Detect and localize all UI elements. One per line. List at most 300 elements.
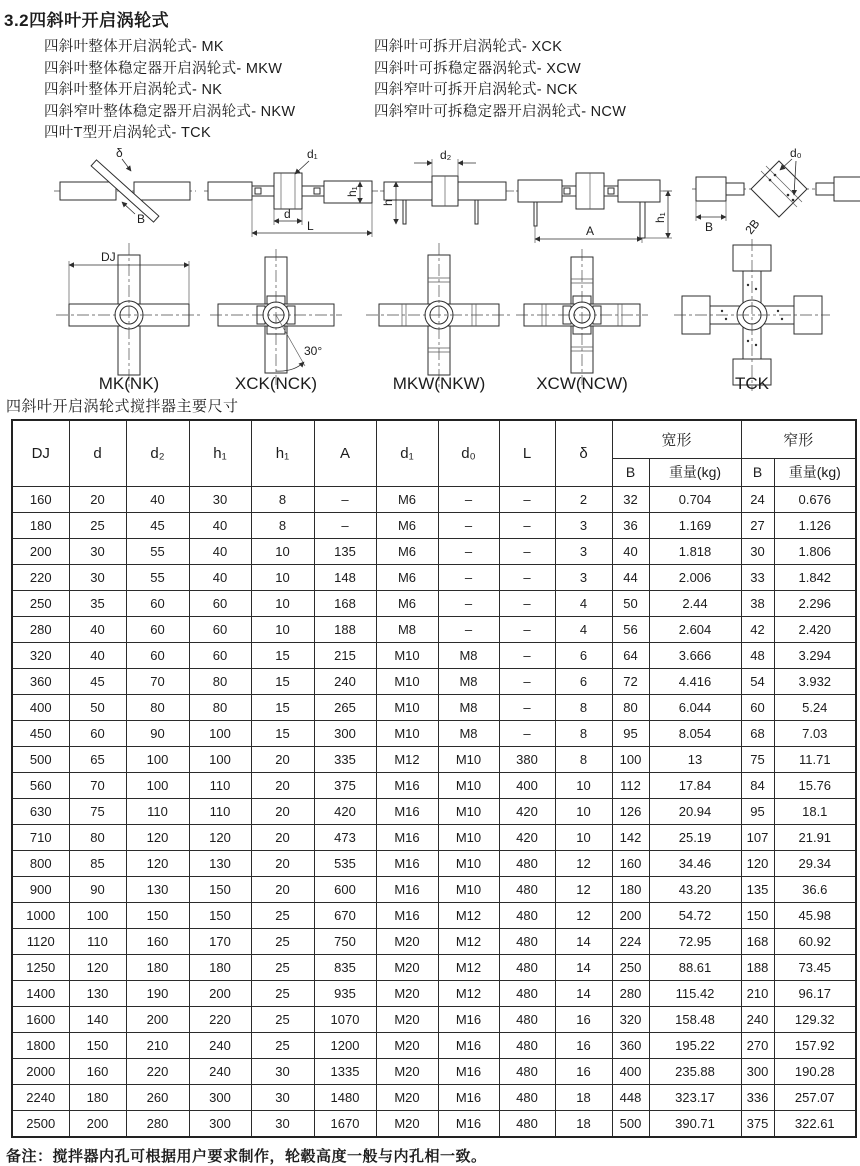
figure-label-mkw: MKW(NKW) — [392, 373, 486, 393]
table-cell: – — [499, 564, 555, 590]
table-cell: 215 — [314, 642, 376, 668]
dimensions-table — [11, 419, 857, 1138]
table-cell: 100 — [126, 772, 189, 798]
table-cell: 200 — [612, 902, 649, 928]
table-cell: 34.46 — [649, 850, 741, 876]
table-cell: 20.94 — [649, 798, 741, 824]
table-caption: 四斜叶开启涡轮式搅拌器主要尺寸 — [6, 397, 239, 415]
table-cell: 150 — [741, 902, 774, 928]
variant-item: 四斜窄叶可拆开启涡轮式- NCK — [374, 82, 578, 98]
table-cell: 375 — [314, 772, 376, 798]
table-cell: 140 — [69, 1006, 126, 1032]
table-cell: – — [499, 590, 555, 616]
table-cell: 60 — [69, 720, 126, 746]
table-cell: – — [438, 512, 499, 538]
table-cell: 450 — [12, 720, 69, 746]
variant-item: 四斜叶整体稳定器开启涡轮式- MKW — [44, 60, 283, 77]
table-cell: 240 — [741, 1006, 774, 1032]
table-cell: 115.42 — [649, 980, 741, 1006]
table-cell: 2500 — [12, 1110, 69, 1137]
table-cell: 220 — [12, 564, 69, 590]
footnote: 备注：搅拌器内孔可根据用户要求制作，轮毂高度一般与内孔相一致。 — [6, 1147, 487, 1165]
table-cell: 195.22 — [649, 1032, 741, 1058]
table-cell: 480 — [499, 850, 555, 876]
table-cell: 60 — [126, 616, 189, 642]
table-row — [12, 538, 856, 564]
table-cell: 480 — [499, 876, 555, 902]
col-header-h1a: h₁ — [189, 420, 251, 487]
table-cell: 180 — [12, 512, 69, 538]
table-cell: 1250 — [12, 954, 69, 980]
variant-item: 四斜窄叶整体稳定器开启涡轮式- NKW — [44, 103, 296, 120]
table-cell: M20 — [376, 928, 438, 954]
table-cell: M20 — [376, 1006, 438, 1032]
table-cell: M8 — [438, 642, 499, 668]
table-cell: 110 — [189, 798, 251, 824]
table-cell: M6 — [376, 512, 438, 538]
table-cell: 130 — [189, 850, 251, 876]
table-cell: 2 — [555, 486, 612, 512]
table-cell: 240 — [189, 1032, 251, 1058]
table-row — [12, 798, 856, 824]
table-cell: 30 — [251, 1084, 314, 1110]
table-cell: M20 — [376, 1032, 438, 1058]
sub-header-wide-b: B — [612, 458, 649, 486]
table-cell: 8 — [555, 694, 612, 720]
table-cell: 150 — [126, 902, 189, 928]
dim-label-d1: d₁ — [307, 146, 318, 161]
table-cell: 220 — [126, 1058, 189, 1084]
table-cell: 180 — [69, 1084, 126, 1110]
table-cell: 1480 — [314, 1084, 376, 1110]
table-cell: – — [438, 616, 499, 642]
table-cell: 135 — [314, 538, 376, 564]
dim-label-2b: 2B — [742, 216, 763, 237]
table-cell: 157.92 — [774, 1032, 856, 1058]
table-cell: 12 — [555, 876, 612, 902]
table-cell: 480 — [499, 980, 555, 1006]
table-cell: 280 — [12, 616, 69, 642]
table-cell: 3 — [555, 512, 612, 538]
table-cell: 750 — [314, 928, 376, 954]
table-cell: 55 — [126, 564, 189, 590]
table-row — [12, 928, 856, 954]
table-cell: 18.1 — [774, 798, 856, 824]
table-cell: 300 — [741, 1058, 774, 1084]
table-cell: 54 — [741, 668, 774, 694]
table-cell: 120 — [69, 954, 126, 980]
table-cell: – — [499, 694, 555, 720]
sub-header-narrow-weight: 重量(kg) — [774, 458, 856, 486]
table-cell: 8 — [555, 720, 612, 746]
table-cell: – — [499, 720, 555, 746]
table-cell: 3.666 — [649, 642, 741, 668]
table-cell: M20 — [376, 1110, 438, 1137]
table-cell: M16 — [438, 1058, 499, 1084]
table-cell: 1335 — [314, 1058, 376, 1084]
table-cell: 188 — [741, 954, 774, 980]
table-cell: 710 — [12, 824, 69, 850]
table-cell: 45.98 — [774, 902, 856, 928]
table-cell: 15 — [251, 694, 314, 720]
table-cell: 168 — [741, 928, 774, 954]
header-row-1 — [12, 420, 856, 459]
table-cell: 90 — [126, 720, 189, 746]
table-cell: 2.604 — [649, 616, 741, 642]
table-cell: M10 — [376, 642, 438, 668]
table-cell: 1670 — [314, 1110, 376, 1137]
dim-label-h1-xcw: h₁ — [653, 211, 667, 223]
table-cell: 120 — [189, 824, 251, 850]
col-header-dj: DJ — [12, 420, 69, 487]
table-cell: M16 — [438, 1006, 499, 1032]
table-cell: 35 — [69, 590, 126, 616]
diagram-top-tck — [674, 239, 830, 391]
table-cell: M16 — [376, 824, 438, 850]
diagram-side-mkw — [380, 148, 514, 224]
dim-label-dj: DJ — [101, 249, 116, 264]
table-cell: 25 — [251, 1032, 314, 1058]
table-cell: 6.044 — [649, 694, 741, 720]
table-cell: 148 — [314, 564, 376, 590]
table-row — [12, 1110, 856, 1137]
table-cell: 126 — [612, 798, 649, 824]
table-row — [12, 876, 856, 902]
table-cell: 18 — [555, 1110, 612, 1137]
table-cell: 80 — [189, 694, 251, 720]
table-cell: M16 — [376, 798, 438, 824]
table-cell: 224 — [612, 928, 649, 954]
table-cell: M12 — [438, 902, 499, 928]
table-cell: 25 — [69, 512, 126, 538]
table-row — [12, 1032, 856, 1058]
table-cell: 5.24 — [774, 694, 856, 720]
table-cell: 100 — [612, 746, 649, 772]
table-cell: 14 — [555, 954, 612, 980]
table-cell: 800 — [12, 850, 69, 876]
table-cell: 100 — [126, 746, 189, 772]
table-cell: M8 — [438, 720, 499, 746]
sub-header-wide-weight: 重量(kg) — [649, 458, 741, 486]
table-cell: 60 — [189, 642, 251, 668]
diagram-top-xck — [210, 249, 342, 385]
table-cell: M16 — [376, 876, 438, 902]
table-cell: M16 — [438, 1032, 499, 1058]
table-cell: 320 — [612, 1006, 649, 1032]
table-row — [12, 980, 856, 1006]
table-cell: 480 — [499, 1110, 555, 1137]
table-cell: 4 — [555, 590, 612, 616]
variant-item: 四叶T型开启涡轮式- TCK — [44, 125, 211, 141]
dim-label-h: h — [381, 198, 395, 206]
table-cell: 158.48 — [649, 1006, 741, 1032]
table-cell: 60.92 — [774, 928, 856, 954]
table-cell: M12 — [438, 928, 499, 954]
dim-label-b-mk: B — [137, 211, 146, 226]
table-cell: 480 — [499, 1006, 555, 1032]
table-cell: 43.20 — [649, 876, 741, 902]
table-cell: 360 — [612, 1032, 649, 1058]
table-cell: 50 — [612, 590, 649, 616]
table-cell: 40 — [69, 642, 126, 668]
table-row — [12, 1084, 856, 1110]
table-cell: 70 — [69, 772, 126, 798]
table-cell: 56 — [612, 616, 649, 642]
table-cell: 16 — [555, 1006, 612, 1032]
table-cell: M6 — [376, 590, 438, 616]
table-cell: 150 — [69, 1032, 126, 1058]
table-cell: 20 — [251, 824, 314, 850]
diagram-side-xck — [204, 147, 378, 237]
table-cell: 180 — [189, 954, 251, 980]
variant-item: 四斜叶整体开启涡轮式- MK — [44, 39, 224, 55]
table-cell: 64 — [612, 642, 649, 668]
table-cell: 10 — [251, 590, 314, 616]
dim-label-a: A — [586, 223, 595, 238]
table-cell: 480 — [499, 1084, 555, 1110]
table-cell: 112 — [612, 772, 649, 798]
table-cell: 1.806 — [774, 538, 856, 564]
table-cell: 44 — [612, 564, 649, 590]
variant-item: 四斜叶可拆开启涡轮式- XCK — [374, 39, 563, 55]
table-cell: 25 — [251, 954, 314, 980]
table-cell: – — [499, 642, 555, 668]
table-cell: 2000 — [12, 1058, 69, 1084]
figure-label-mk: MK(NK) — [98, 373, 160, 393]
table-cell: 135 — [741, 876, 774, 902]
table-cell: 14 — [555, 928, 612, 954]
table-cell: 32 — [612, 486, 649, 512]
table-cell: 335 — [314, 746, 376, 772]
table-cell: 88.61 — [649, 954, 741, 980]
table-cell: M12 — [438, 954, 499, 980]
dim-label-d0: d₀ — [790, 145, 802, 160]
table-cell: M12 — [376, 746, 438, 772]
table-cell: 240 — [189, 1058, 251, 1084]
table-cell: M16 — [376, 850, 438, 876]
table-cell: 40 — [189, 512, 251, 538]
col-header-d0: d₀ — [438, 420, 499, 487]
table-cell: 10 — [251, 538, 314, 564]
table-cell: 322.61 — [774, 1110, 856, 1137]
table-cell: 630 — [12, 798, 69, 824]
table-cell: 480 — [499, 1058, 555, 1084]
table-cell: 21.91 — [774, 824, 856, 850]
table-cell: 190.28 — [774, 1058, 856, 1084]
table-cell: 15.76 — [774, 772, 856, 798]
table-cell: 170 — [189, 928, 251, 954]
sub-header-narrow-b: B — [741, 458, 774, 486]
table-row — [12, 746, 856, 772]
dim-label-d2: d₂ — [440, 147, 452, 162]
table-cell: 30 — [189, 486, 251, 512]
table-cell: 200 — [189, 980, 251, 1006]
table-cell: 15 — [251, 668, 314, 694]
table-cell: 400 — [12, 694, 69, 720]
table-cell: 129.32 — [774, 1006, 856, 1032]
table-cell: 40 — [612, 538, 649, 564]
table-cell: 100 — [69, 902, 126, 928]
table-cell: 30 — [69, 564, 126, 590]
table-cell: 150 — [189, 876, 251, 902]
table-cell: 1800 — [12, 1032, 69, 1058]
table-cell: – — [438, 538, 499, 564]
table-cell: 600 — [314, 876, 376, 902]
table-cell: M12 — [438, 980, 499, 1006]
table-cell: 375 — [741, 1110, 774, 1137]
diagram-side-xcw — [516, 173, 672, 243]
table-cell: 320 — [12, 642, 69, 668]
table-cell: 100 — [189, 746, 251, 772]
table-cell: 20 — [69, 486, 126, 512]
table-cell: 130 — [69, 980, 126, 1006]
table-cell: M10 — [438, 850, 499, 876]
table-cell: 8.054 — [649, 720, 741, 746]
table-cell: 120 — [126, 850, 189, 876]
table-cell: 300 — [189, 1110, 251, 1137]
table-cell: 11.71 — [774, 746, 856, 772]
table-cell: M16 — [376, 902, 438, 928]
table-cell: – — [438, 564, 499, 590]
table-cell: M8 — [438, 668, 499, 694]
variant-list-left — [44, 37, 374, 145]
table-cell: 336 — [741, 1084, 774, 1110]
table-cell: M6 — [376, 486, 438, 512]
table-cell: 30 — [741, 538, 774, 564]
col-header-d: d — [69, 420, 126, 487]
col-header-h1b: h₁ — [251, 420, 314, 487]
table-cell: 200 — [69, 1110, 126, 1137]
table-cell: M20 — [376, 954, 438, 980]
table-cell: 65 — [69, 746, 126, 772]
table-cell: 168 — [314, 590, 376, 616]
table-cell: 45 — [126, 512, 189, 538]
table-cell: 12 — [555, 902, 612, 928]
figure-label-xck: XCK(NCK) — [234, 373, 318, 393]
table-cell: M20 — [376, 980, 438, 1006]
table-row — [12, 486, 856, 512]
table-cell: 323.17 — [649, 1084, 741, 1110]
table-cell: 480 — [499, 1032, 555, 1058]
table-cell: 25 — [251, 980, 314, 1006]
table-row — [12, 720, 856, 746]
table-row — [12, 564, 856, 590]
variant-item: 四斜叶可拆稳定器涡轮式- XCW — [374, 60, 581, 77]
table-cell: 73.45 — [774, 954, 856, 980]
table-cell: 188 — [314, 616, 376, 642]
col-header-delta: δ — [555, 420, 612, 487]
table-cell: 60 — [741, 694, 774, 720]
page-title: 3.2四斜叶开启涡轮式 — [4, 11, 170, 30]
table-cell: 40 — [189, 564, 251, 590]
table-row — [12, 512, 856, 538]
table-cell: 670 — [314, 902, 376, 928]
table-cell: 6 — [555, 642, 612, 668]
table-cell: 200 — [126, 1006, 189, 1032]
diagram-side-tck — [692, 146, 860, 237]
variant-item: 四斜窄叶可拆稳定器开启涡轮式- NCW — [374, 103, 627, 120]
table-cell: 10 — [555, 772, 612, 798]
table-row — [12, 772, 856, 798]
table-cell: 280 — [612, 980, 649, 1006]
table-cell: 110 — [69, 928, 126, 954]
table-cell: 180 — [612, 876, 649, 902]
table-cell: 80 — [189, 668, 251, 694]
table-cell: 96.17 — [774, 980, 856, 1006]
table-cell: – — [499, 616, 555, 642]
table-cell: – — [499, 668, 555, 694]
table-cell: 360 — [12, 668, 69, 694]
table-cell: – — [499, 538, 555, 564]
table-cell: 20 — [251, 746, 314, 772]
group-header-narrow: 窄形 — [741, 420, 856, 459]
table-cell: 110 — [189, 772, 251, 798]
table-cell: M6 — [376, 538, 438, 564]
table-cell: 535 — [314, 850, 376, 876]
table-cell: 2.420 — [774, 616, 856, 642]
table-cell: 29.34 — [774, 850, 856, 876]
table-cell: 72.95 — [649, 928, 741, 954]
table-cell: 12 — [555, 850, 612, 876]
col-header-d1: d₁ — [376, 420, 438, 487]
table-cell: 75 — [741, 746, 774, 772]
table-cell: 210 — [126, 1032, 189, 1058]
table-cell: 500 — [12, 746, 69, 772]
variant-list-right — [374, 37, 626, 145]
table-cell: 8 — [555, 746, 612, 772]
group-header-wide: 宽形 — [612, 420, 741, 459]
diagram-side-mk — [54, 146, 196, 226]
table-row — [12, 1006, 856, 1032]
table-cell: 250 — [12, 590, 69, 616]
table-cell: – — [499, 486, 555, 512]
table-cell: 68 — [741, 720, 774, 746]
table-cell: M20 — [376, 1084, 438, 1110]
table-cell: 84 — [741, 772, 774, 798]
table-cell: M10 — [376, 668, 438, 694]
table-cell: M20 — [376, 1058, 438, 1084]
table-cell: – — [314, 512, 376, 538]
table-cell: 80 — [69, 824, 126, 850]
table-cell: 25.19 — [649, 824, 741, 850]
table-row — [12, 850, 856, 876]
table-cell: 33 — [741, 564, 774, 590]
table-cell: 220 — [189, 1006, 251, 1032]
table-row — [12, 642, 856, 668]
table-cell: 25 — [251, 1006, 314, 1032]
table-cell: 17.84 — [649, 772, 741, 798]
table-cell: M10 — [376, 720, 438, 746]
table-body — [12, 486, 856, 1137]
table-cell: 480 — [499, 902, 555, 928]
table-cell: 420 — [314, 798, 376, 824]
figure-label-xcw: XCW(NCW) — [536, 373, 628, 393]
variant-item: 四斜叶整体开启涡轮式- NK — [44, 82, 223, 98]
table-cell: 300 — [314, 720, 376, 746]
table-cell: 180 — [126, 954, 189, 980]
table-cell: M10 — [438, 746, 499, 772]
table-cell: 54.72 — [649, 902, 741, 928]
table-cell: 20 — [251, 850, 314, 876]
table-row — [12, 1058, 856, 1084]
table-cell: – — [499, 512, 555, 538]
table-cell: 36.6 — [774, 876, 856, 902]
table-cell: 200 — [12, 538, 69, 564]
table-cell: 0.704 — [649, 486, 741, 512]
table-cell: 2.44 — [649, 590, 741, 616]
table-cell: M8 — [438, 694, 499, 720]
table-cell: 30 — [69, 538, 126, 564]
